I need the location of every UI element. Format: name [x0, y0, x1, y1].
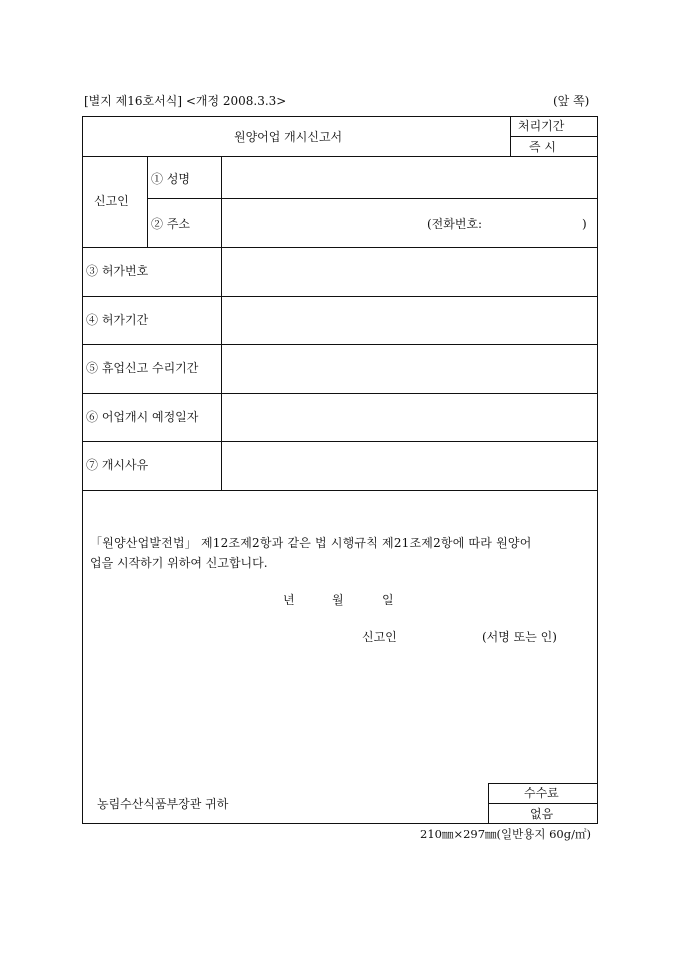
date-day: 일 [382, 593, 394, 607]
signature-note: (서명 또는 인) [482, 630, 557, 644]
paper-spec: 210㎜×297㎜(일반용지 60g/㎡) [420, 827, 591, 841]
date-year: 년 [283, 593, 295, 607]
name-field[interactable] [222, 157, 597, 197]
form-title: 원양어업 개시신고서 [234, 130, 343, 144]
start-date-label: ⑥ 어업개시 예정일자 [86, 410, 199, 424]
permit-period-field[interactable] [222, 297, 597, 344]
start-date-field[interactable] [222, 394, 597, 441]
permit-period-label: ④ 허가기간 [86, 313, 149, 327]
applicant-group-label: 신고인 [94, 194, 129, 208]
address-field[interactable] [222, 199, 597, 246]
fee-value: 없음 [530, 807, 554, 821]
permit-number-field[interactable] [222, 248, 597, 295]
processing-period-label: 처리기간 [518, 119, 565, 133]
phone-close: ) [582, 217, 587, 231]
signature-label: 신고인 [362, 630, 397, 644]
suspension-period-field[interactable] [222, 345, 597, 392]
recipient: 농림수산식품부장관 귀하 [97, 797, 229, 811]
permit-number-label: ③ 허가번호 [86, 264, 149, 278]
name-label: ① 성명 [151, 172, 190, 186]
statement-line-2: 업을 시작하기 위하여 신고합니다. [90, 556, 268, 570]
form-reference: [별지 제16호서식] <개정 2008.3.3> [84, 94, 287, 108]
statement-line-1: 「원양산업발전법」 제12조제2항과 같은 법 시행규칙 제21조제2항에 따라 원양어 [90, 536, 532, 550]
processing-period-value: 즉 시 [529, 140, 556, 154]
suspension-period-label: ⑤ 휴업신고 수리기간 [86, 361, 199, 375]
phone-label: (전화번호: [427, 217, 483, 231]
address-label: ② 주소 [151, 217, 190, 231]
start-reason-label: ⑦ 개시사유 [86, 458, 149, 472]
fee-label: 수수료 [524, 786, 559, 800]
start-reason-field[interactable] [222, 442, 597, 489]
page-side-label: (앞 쪽) [553, 94, 590, 108]
date-month: 월 [332, 593, 344, 607]
